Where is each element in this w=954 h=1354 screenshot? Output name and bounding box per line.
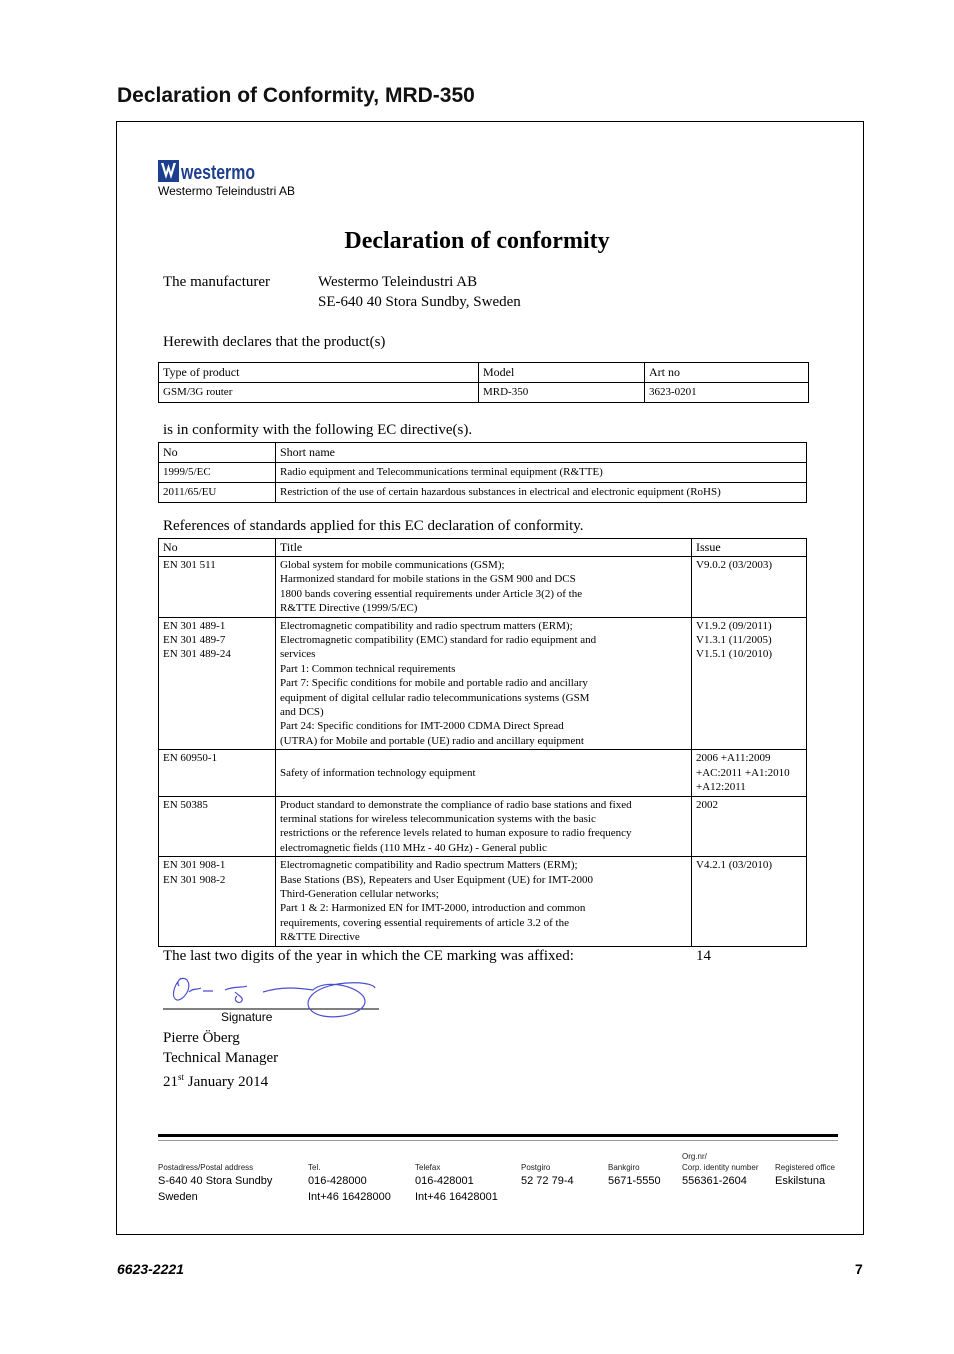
footer-orgnr: Org.nr/ Corp. identity number 556361-2604 [682,1152,759,1187]
standards-header-no: No [159,539,276,557]
ce-marking-year: 14 [696,948,711,964]
document-code: 6623-2221 [117,1261,184,1277]
ce-marking-text: The last two digits of the year in which the CE marking was affixed: [163,948,574,964]
table-row [159,617,807,750]
footer-tel: Tel. 016-428000 Int+46 16428000 [308,1163,391,1203]
product-header-artno: Art no [645,363,809,383]
table-row [159,483,807,503]
directive-name: Radio equipment and Telecommunications terminal equipment (R&TTE) [276,463,807,483]
standard-no: EN 60950-1 [159,750,276,796]
standards-header-title: Title [276,539,692,557]
company-subtitle: Westermo Teleindustri AB [158,184,295,198]
page-heading: Declaration of Conformity, MRD-350 [117,84,475,107]
directive-no: 1999/5/EC [159,463,276,483]
product-artno: 3623-0201 [645,383,809,403]
standard-issue: 2006 +A11:2009 +AC:2011 +A1:2010 +A12:2011 [692,750,807,796]
standard-issue: V1.9.2 (09/2011) V1.3.1 (11/2005) V1.5.1 (10/2010) [692,617,807,750]
manufacturer-label: The manufacturer [163,274,271,290]
directive-intro: is in conformity with the following EC directive(s). [163,422,473,438]
product-header-type: Type of product [159,363,479,383]
footer-fax: Telefax 016-428001 Int+46 16428001 [415,1163,498,1203]
directive-no: 2011/65/EU [159,483,276,503]
standard-issue: V9.0.2 (03/2003) [692,557,807,618]
signing-date: 21st January 2014 [163,1072,269,1090]
standards-table [158,538,807,947]
logo-wordmark: westermo [180,162,255,184]
handwritten-signature [163,966,383,1026]
signature-label: Signature [221,1010,273,1024]
standard-title: Electromagnetic compatibility and radio spectrum matters (ERM); Electromagnetic compatibility (EMC) standard for radio equipment and services Part 1: Common technical requirements Part 7: Specific conditions for mobile and portable radio and ancillary equipment of digital cellular radio telecommunications systems (GSM and DCS) Part 24: Specific conditions for IMT-2000 CDMA Direct Spread (UTRA) for Mobile and portable (UE) radio and ancillary equipment [276,617,692,750]
table-row [159,383,809,403]
standard-title: Product standard to demonstrate the compliance of radio base stations and fixed terminal stations for wireless telecommunication systems with the basic restrictions or the reference levels related to human exposure to radio frequency electromagnetic fields (110 MHz - 40 GHz) - General public [276,796,692,857]
footer-postgiro: Postgiro 52 72 79-4 [521,1163,574,1187]
westermo-logo-icon [158,160,258,182]
directive-table [158,442,807,503]
declares-text: Herewith declares that the product(s) [163,334,386,350]
signer-name: Pierre Öberg [163,1030,240,1046]
page-number: 7 [855,1261,863,1277]
standard-title: Global system for mobile communications (GSM); Harmonized standard for mobile stations in the GSM 900 and DCS 1800 bands covering essential requirements under Article 3(2) of the R&TTE Directive (1999/5/EC) [276,557,692,618]
table-row [159,796,807,857]
footer-divider-thin [158,1140,838,1141]
signer-block [163,1029,278,1093]
standard-no: EN 50385 [159,796,276,857]
product-table [158,362,809,403]
standard-issue: 2002 [692,796,807,857]
product-type: GSM/3G router [159,383,479,403]
directive-header-name: Short name [276,443,807,463]
document-title: Declaration of conformity [344,228,610,254]
footer-registered-office: Registered office Eskilstuna [775,1163,835,1187]
standards-intro: References of standards applied for this EC declaration of conformity. [163,518,584,534]
standard-no: EN 301 489-1 EN 301 489-7 EN 301 489-24 [159,617,276,750]
standard-no: EN 301 908-1 EN 301 908-2 [159,857,276,946]
standard-title: Safety of information technology equipment [276,750,692,796]
table-row [159,750,807,796]
signer-title: Technical Manager [163,1049,279,1066]
product-header-model: Model [479,363,645,383]
directive-name: Restriction of the use of certain hazardous substances in electrical and electronic equipment (RoHS) [276,483,807,503]
directive-header-no: No [159,443,276,463]
standard-title: Electromagnetic compatibility and Radio spectrum Matters (ERM); Base Stations (BS), Repeaters and User Equipment (UE) for IMT-2000 Third-Generation cellular networks; Part 1 & 2: Harmonized EN for IMT-2000, introduction and common requirements, covering essential requirements of article 3.2 of the R&TTE Directive [276,857,692,946]
table-row [159,463,807,483]
product-model: MRD-350 [479,383,645,403]
footer-postal: Postadress/Postal address S-640 40 Stora Sundby Sweden [158,1163,273,1203]
table-row [159,857,807,946]
manufacturer-address: SE-640 40 Stora Sundby, Sweden [318,294,521,310]
standard-no: EN 301 511 [159,557,276,618]
standard-issue: V4.2.1 (03/2010) [692,857,807,946]
table-row [159,557,807,618]
footer-bankgiro: Bankgiro 5671-5550 [608,1163,661,1187]
manufacturer-name: Westermo Teleindustri AB [318,274,478,290]
standards-header-issue: Issue [692,539,807,557]
footer-divider [158,1134,838,1137]
westermo-logo [158,160,258,182]
